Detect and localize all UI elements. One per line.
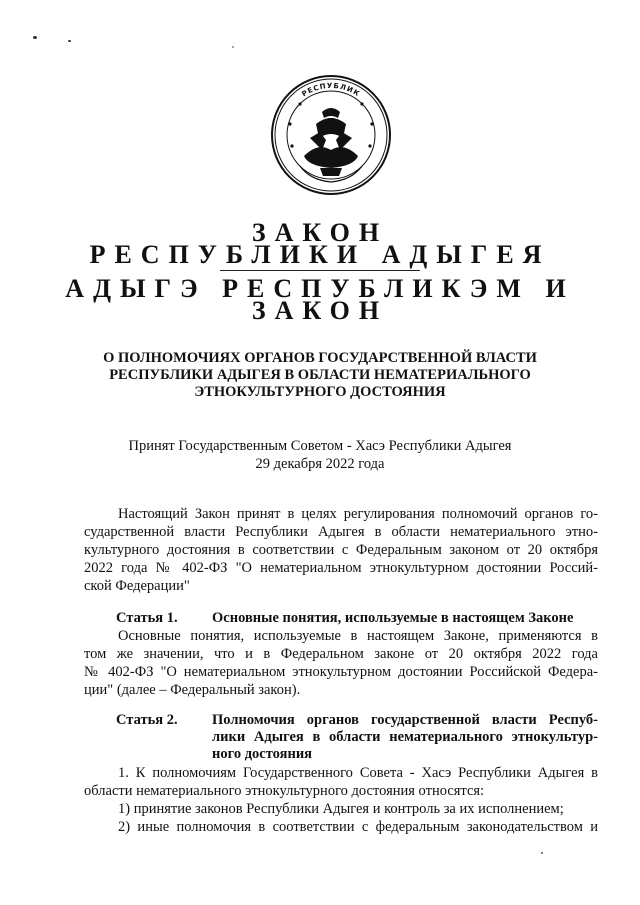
emblem-ring-text: РЕСПУБЛИК — [300, 81, 362, 99]
svg-text:РЕСПУБЛИК — [301, 82, 362, 98]
article-1-label: Статья 1. — [116, 610, 178, 626]
article-2-line: области нематериального этнокультурного достояния относятся: — [84, 783, 485, 799]
law-heading — [80, 350, 560, 401]
law-heading-line: О ПОЛНОМОЧИЯХ ОРГАНОВ ГОСУДАРСТВЕННОЙ ВЛАСТИ — [103, 350, 537, 366]
article-2-title-line: Полномочия органов государственной власти Респуб- — [212, 712, 598, 728]
article-1-title: Основные понятия, используемые в настоящем Законе — [212, 610, 574, 626]
article-1-line: Основные понятия, используемые в настоящем Законе, применяются в — [118, 628, 598, 644]
preamble-line: сударственной власти Республики Адыгея в области нематериального этно- — [84, 524, 598, 540]
article-1-heading — [116, 610, 598, 628]
title-line-adyghe: АДЫГЭ РЕСПУБЛИКЭМ И — [65, 274, 575, 303]
law-heading-line: ЭТНОКУЛЬТУРНОГО ДОСТОЯНИЯ — [194, 384, 446, 400]
coat-of-arms-icon — [270, 74, 392, 196]
scan-speck — [68, 40, 71, 42]
adoption-note — [0, 437, 640, 473]
article-2-line: 2) иные полномочия в соответствии с федеральным законодательством и — [118, 819, 598, 835]
article-2-title-line: ного достояния — [212, 746, 313, 762]
scan-speck — [541, 852, 543, 854]
title-line-zakon: ЗАКОН — [251, 218, 389, 247]
article-1-line: ции" (далее – Федеральный закон). — [84, 682, 301, 698]
preamble — [84, 505, 598, 595]
title-line-zakon-adyghe: ЗАКОН — [251, 296, 389, 325]
preamble-line: Настоящий Закон принят в целях регулирования полномочий органов го- — [118, 506, 598, 522]
title-line-republic: РЕСПУБЛИКИ АДЫГЕЯ — [89, 240, 551, 269]
adoption-date: 29 декабря 2022 года — [255, 456, 385, 472]
article-2-line: 1. К полномочиям Государственного Совета - Хасэ Республики Адыгея в — [118, 765, 598, 781]
article-2-body — [84, 764, 598, 836]
article-2-line: 1) принятие законов Республики Адыгея и контроль за их исполнением; — [118, 801, 564, 817]
article-2-title-line: лики Адыгея в области нематериального этнокультур- — [212, 729, 598, 745]
law-heading-line: РЕСПУБЛИКИ АДЫГЕЯ В ОБЛАСТИ НЕМАТЕРИАЛЬНОГО — [109, 367, 531, 383]
article-1-line: том же значении, что и в Федеральном законе от 20 октября 2022 года — [84, 646, 598, 662]
article-1-line: № 402-ФЗ "О нематериальном этнокультурном достоянии Российской Федера- — [84, 664, 598, 680]
preamble-line: 2022 года № 402-ФЗ "О нематериальном этнокультурном достоянии Россий- — [84, 560, 598, 576]
article-2-heading — [116, 712, 598, 764]
adoption-body: Принят Государственным Советом - Хасэ Республики Адыгея — [128, 438, 512, 454]
scan-speck — [232, 46, 234, 48]
preamble-line: ской Федерации" — [84, 578, 190, 594]
title-divider — [220, 270, 420, 271]
article-1-body — [84, 627, 598, 699]
preamble-line: культурного достояния в соответствии с Федеральным законом от 20 октября — [84, 542, 598, 558]
article-2-label: Статья 2. — [116, 712, 178, 728]
scan-speck — [33, 36, 37, 39]
